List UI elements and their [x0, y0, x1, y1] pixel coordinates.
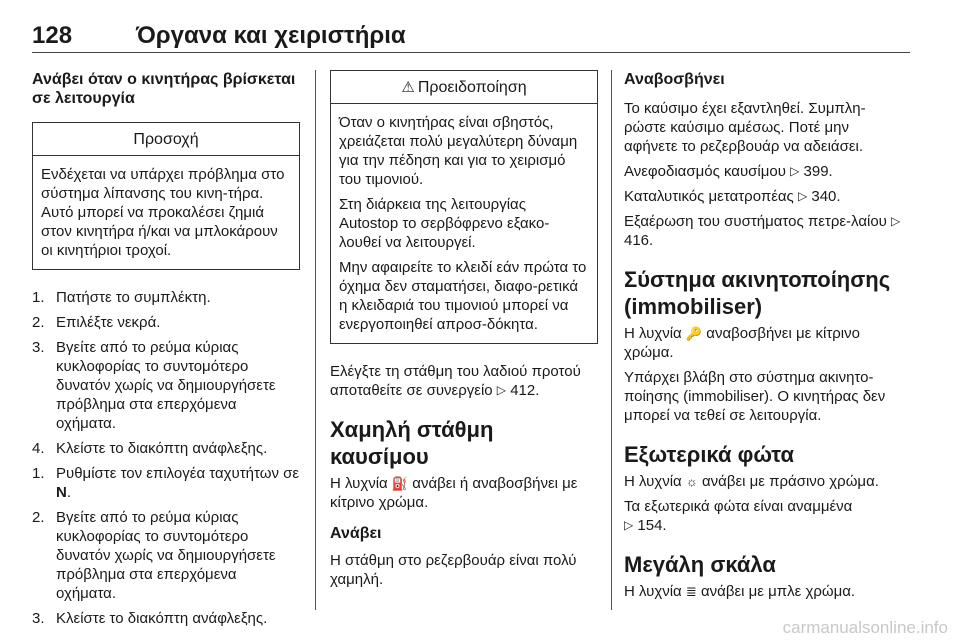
- list-item: [32, 464, 300, 502]
- list-item: [32, 439, 300, 458]
- fuel-lamp-text: [330, 474, 598, 512]
- arrow-right-icon: ▷: [891, 214, 901, 228]
- flashes-text: Το καύσιμο έχει εξαντληθεί. Συμπλη-ρώστε καύσιμο αμέσως. Ποτέ μην αφήνετε το ρεζερβουάρ να αδειάσει.: [624, 100, 866, 155]
- list-item: [32, 313, 300, 332]
- high-beam-lamp-text: [624, 582, 904, 601]
- step-number: 3.: [32, 610, 45, 627]
- step-punct: .: [66, 484, 72, 501]
- page-reference: 340.: [811, 188, 841, 205]
- step-number: 4.: [32, 440, 45, 457]
- arrow-right-icon: ▷: [797, 189, 808, 203]
- warning-paragraph: Όταν ο κινητήρας είναι σβηστός, χρειάζεται πολύ μεγαλύτερη δύναμη για την πέδηση και για το χειρισμό του τιμονιού.: [339, 114, 578, 188]
- oil-check-text: [330, 362, 598, 400]
- car-key-icon: 🔑: [685, 326, 703, 341]
- section-subheading: Ανάβει όταν ο κινητήρας βρίσκεται σε λειτουργία: [32, 71, 296, 107]
- page-reference: 416.: [624, 232, 654, 249]
- reference-text: Εξαέρωση του συστήματος πετρε-λαίου: [624, 213, 887, 230]
- lamp-suffix: ανάβει με μπλε χρώμα.: [700, 583, 856, 600]
- lamp-suffix: αναβοσβήνει με κίτρινο χρώμα.: [624, 325, 860, 361]
- column-2: [330, 70, 598, 595]
- step-text: Κλείστε το διακόπτη ανάφλεξης.: [56, 610, 268, 627]
- exterior-lights-text: [624, 497, 904, 535]
- page-header: [32, 22, 910, 52]
- step-text: Κλείστε το διακόπτη ανάφλεξης.: [56, 440, 268, 457]
- arrow-right-icon: ▷: [790, 164, 800, 178]
- fuel-pump-icon: ⛽: [391, 476, 409, 491]
- high-beam-heading: Μεγάλη σκάλα: [624, 552, 776, 577]
- exterior-lights-lamp-text: [624, 472, 904, 491]
- reference-line: [624, 212, 904, 250]
- caution-title: Προσοχή: [33, 123, 299, 156]
- step-text: Ρυθμίστε τον επιλογέα ταχυτήτων σε: [56, 465, 300, 482]
- list-item: [32, 338, 300, 433]
- exterior-lights-icon: ☼: [685, 474, 698, 489]
- step-number: 2.: [32, 314, 45, 331]
- gear-label: N: [56, 484, 67, 501]
- list-item: [32, 609, 300, 628]
- warning-paragraph: Μην αφαιρείτε το κλειδί εάν πρώτα το όχημα δεν σταματήσει, διαφο-ρετικά η κλειδαριά του τιμονιού μπορεί να ενεργοποιηθεί απροσ-δόκητα.: [339, 259, 587, 333]
- lamp-prefix: Η λυχνία: [624, 583, 682, 600]
- watermark: carmanualsonline.info: [782, 618, 948, 637]
- warning-box: [330, 70, 598, 344]
- step-number: 1.: [32, 289, 45, 306]
- caution-text: [33, 156, 299, 269]
- list-item: [32, 288, 300, 307]
- step-text: Βγείτε από το ρεύμα κύριας κυκλοφορίας το συντομότερο δυνατόν χωρίς να δημιουργήσετε πρόβλημα στα επερχόμενα οχήματα.: [56, 509, 276, 602]
- warning-title: Προειδοποίηση: [417, 79, 527, 96]
- caution-box: [32, 122, 300, 270]
- column-3: [624, 70, 904, 607]
- header-divider: [32, 52, 910, 53]
- page-reference: 399.: [803, 163, 833, 180]
- list-item: [32, 508, 300, 603]
- page-title: Όργανα και χειριστήρια: [136, 22, 406, 49]
- page-number: 128: [32, 22, 73, 49]
- immobiliser-heading: Σύστημα ακινητοποίησης (immobiliser): [624, 267, 891, 319]
- lamp-suffix: ανάβει με πράσινο χρώμα.: [702, 473, 879, 490]
- reference-line: [624, 187, 904, 206]
- column-divider: [315, 70, 316, 610]
- lamp-prefix: Η λυχνία: [330, 475, 388, 492]
- step-text: Επιλέξτε νεκρά.: [56, 314, 161, 331]
- oil-check-sentence: Ελέγξτε τη στάθμη του λαδιού προτού αποταθείτε σε συνεργείο: [330, 363, 581, 399]
- exterior-lights-sentence: Τα εξωτερικά φώτα είναι αναμμένα: [624, 498, 853, 515]
- fuel-heading: Χαμηλή στάθμη καυσίμου: [330, 417, 494, 469]
- reference-text: Ανεφοδιασμός καυσίμου: [624, 163, 786, 180]
- immobiliser-lamp-text: [624, 324, 904, 362]
- steps-list-automatic: [32, 464, 300, 628]
- lamp-suffix: ανάβει ή αναβοσβήνει με κίτρινο χρώμα.: [330, 475, 578, 511]
- page-reference: 154.: [637, 517, 667, 534]
- lights-up-heading: Ανάβει: [330, 525, 382, 542]
- step-number: 1.: [32, 465, 45, 482]
- column-divider: [611, 70, 612, 610]
- reference-line: [624, 162, 904, 181]
- reference-text: Καταλυτικός μετατροπέας: [624, 188, 794, 205]
- flashes-heading: Αναβοσβήνει: [624, 71, 725, 88]
- caution-paragraph: Ενδέχεται να υπάρχει πρόβλημα στο σύστημα λίπανσης του κινη-τήρα. Αυτό μπορεί να προκαλέσει ζημιά στον κινητήρα ή/και να μπλοκάρουν οι κινητήριοι τροχοί.: [41, 166, 285, 259]
- arrow-right-icon: ▷: [624, 518, 634, 532]
- exterior-lights-heading: Εξωτερικά φώτα: [624, 442, 795, 467]
- step-text: Πατήστε το συμπλέκτη.: [56, 289, 211, 306]
- immobiliser-text: Υπάρχει βλάβη στο σύστημα ακινητο-ποίησης (immobiliser). Ο κινητήρας δεν μπορεί να τεθεί σε λειτουργία.: [624, 369, 886, 424]
- warning-text: [331, 104, 597, 343]
- column-1: [32, 70, 300, 634]
- step-number: 2.: [32, 509, 45, 526]
- warning-triangle-icon: ⚠: [401, 79, 415, 96]
- steps-list-manual: [32, 288, 300, 458]
- page-reference: 412.: [510, 382, 540, 399]
- step-text: Βγείτε από το ρεύμα κύριας κυκλοφορίας το συντομότερο δυνατόν χωρίς να δημιουργήσετε πρόβλημα στα επερχόμενα οχήματα.: [56, 339, 276, 432]
- high-beam-icon: ≣: [685, 584, 697, 599]
- warning-paragraph: Στη διάρκεια της λειτουργίας Autostop το σερβόφρενο εξακο-λουθεί να λειτουργεί.: [339, 196, 550, 251]
- arrow-right-icon: ▷: [496, 383, 507, 397]
- lamp-prefix: Η λυχνία: [624, 473, 682, 490]
- lamp-prefix: Η λυχνία: [624, 325, 682, 342]
- lights-up-text: Η στάθμη στο ρεζερβουάρ είναι πολύ χαμηλή.: [330, 552, 577, 588]
- warning-header: [331, 71, 597, 104]
- step-number: 3.: [32, 339, 45, 356]
